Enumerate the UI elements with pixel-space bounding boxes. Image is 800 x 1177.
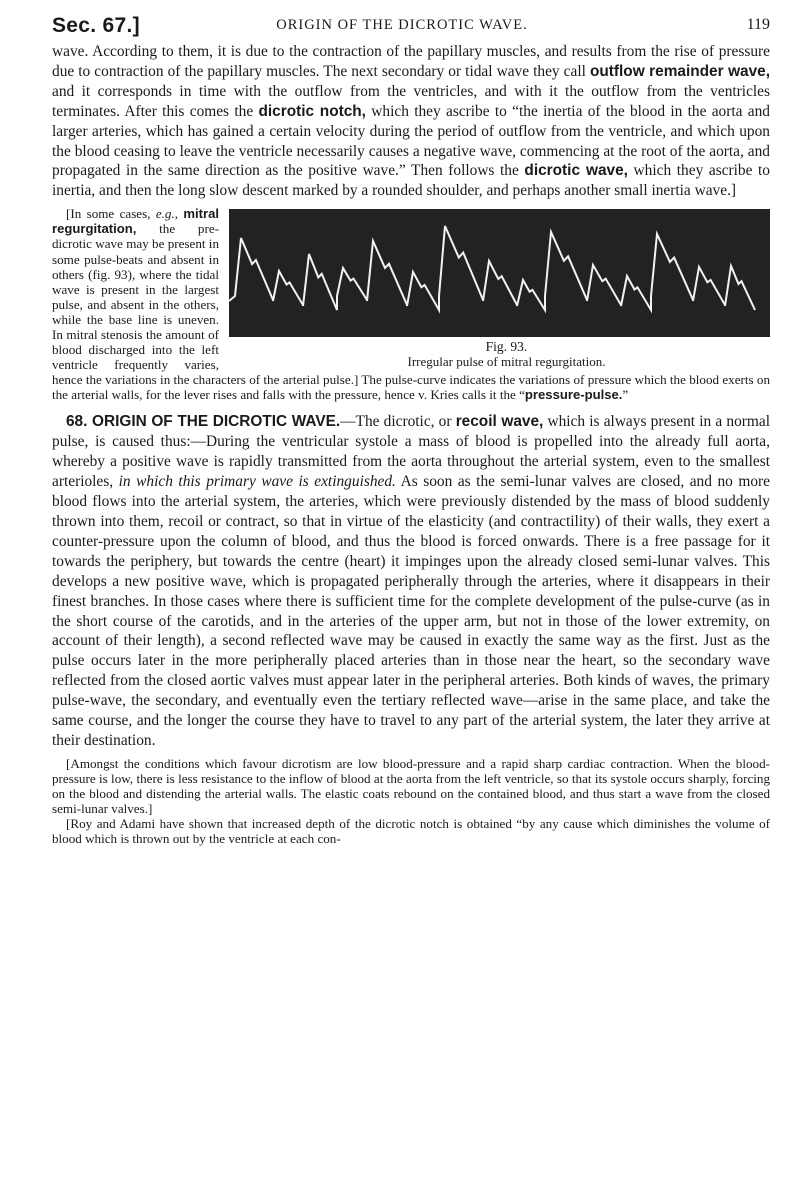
section-heading: 68. ORIGIN OF THE DICROTIC WAVE.: [66, 413, 341, 431]
text-run: which they ascribe to “the inertia of the blood in the aorta and larger arteries, which has gained a certain velocity during the period of outflow from the ventricle, and which upon the blood ceasing to leave the ventricle necessarily causes a negative wave, commencing at the root of the aorta, and propagated in the same direction as the positive wave.” Then follows the: [52, 102, 771, 180]
paragraph-mitral-regurgitation: [52, 206, 770, 402]
page-number: 119: [746, 16, 770, 33]
section-marker: Sec. 67.]: [52, 14, 140, 37]
text-run: ”: [622, 387, 629, 403]
figure-caption: Irregular pulse of mitral regurgitation.: [407, 354, 606, 370]
text-run: and it corresponds in time with the outflow from the ventricles, and with it the outflow from the ventricles terminates. After this comes the: [52, 82, 770, 120]
text-run: which they ascribe to inertia, and then the long slow descent marked by a rounded shoulder, and perhaps another small inertia wave.]: [52, 162, 771, 200]
running-title: ORIGIN OF THE DICROTIC WAVE.: [276, 17, 528, 33]
figure-number: Fig. 93.: [485, 339, 528, 355]
paragraph-section-68: [52, 412, 770, 750]
text-run: As soon as the semi-lunar valves are closed, and no more blood flows into the arterial system, the arteries, which were previously distended by the mass of blood suddenly thrown into them, recoil or contract, so that in virtue of the elasticity (and contractility) of their walls, they exert a counter-pressure upon the column of blood, and thus the blood is forced onwards. There is a free passage for it towards the periphery, but towards the centre (heart) it impinges upon the already closed semi-lunar valves. This develops a new positive wave, which is propagated peripherally through the arteries, where it disappears in their finest branches. In those cases where there is sufficient time for the complete development of the pulse-curve (as in the short course of the carotids, and in the arteries of the upper arm, but not in those of the lower extremity, on account of their length), a second reflected wave may be caused in exactly the same way as the first. Just as the pulse occurs later in the more peripherally placed arteries than in those near the heart, so the secondary wave reflected from the closed aortic valves must appear later in the peripheral arteries. Both kinds of waves, the primary pulse-wave, the secondary, and eventually even the tertiary reflected wave—arise in the same place, and take the same course, and the longer the course they have to travel to any part of the arterial system, the later they arrive at their destination.: [52, 473, 771, 749]
book-page: [52, 14, 770, 846]
term-mitral-regurgitation: mitral regurgitation,: [52, 206, 219, 237]
paragraph-roy-adami: [Roy and Adami have shown that increased depth of the dicrotic notch is obtained “by any cause which diminishes the volume of blood which is thrown out by the ventricle at each con-: [52, 816, 770, 847]
text-run: wave. According to them, it is due to the contraction of the papillary muscles, and results from the rise of pressure due to contraction of the papillary muscles. The next secondary or tidal wave they call: [52, 43, 770, 80]
term-recoil-wave: recoil wave,: [455, 413, 544, 431]
term-outflow-remainder-wave: outflow remainder wave,: [589, 62, 770, 80]
text-italic: e.g.,: [155, 206, 178, 222]
text-run: which is always present in a normal pulse, is caused thus:—During the ventricular systole a mass of blood is propelled into the already full aorta, whereby a positive wave is rapidly transmitted from the aorta throughout the arterial system, even to the smallest arterioles,: [52, 413, 771, 491]
paragraph-outflow-wave: [52, 42, 770, 201]
term-pressure-pulse: pressure-pulse.: [524, 387, 623, 403]
running-header: [52, 14, 770, 40]
text-run: the pre-dicrotic wave may be present in some pulse-beats and absent in others (fig. 93), where the tidal wave is present in the largest pulse, and absent in the others, while the base line is uneven. In mitral stenosis the amount of blood discharged into the left ventricle frequently varies, hence the variations in the characters of the arterial pulse.] The pulse-curve indicates the variations of pressure which the blood exerts on the arterial walls, for the lever rises and falls with the pressure, hence v. Kries calls it the “: [52, 221, 770, 403]
pulse-tracing-image: [229, 209, 770, 337]
figure-93: [229, 209, 770, 369]
text-run: [In some cases,: [66, 206, 156, 222]
text-run: —The dicrotic, or: [340, 413, 456, 431]
text-italic: in which this primary wave is extinguished.: [118, 473, 396, 491]
term-dicrotic-notch: dicrotic notch,: [258, 102, 366, 120]
term-dicrotic-wave: dicrotic wave,: [524, 162, 628, 180]
paragraph-dicrotism-conditions: [Amongst the conditions which favour dicrotism are low blood-pressure and a rapid sharp cardiac contraction. When the blood-pressure is low, there is less resistance to the inflow of blood at the aorta from the left ventricle, so that its systole occurs sharply, forcing on the blood and distending the arterial walls. The elastic coats rebound on the contained blood, and thus start a wave from the closed semi-lunar valves.]: [52, 755, 770, 817]
